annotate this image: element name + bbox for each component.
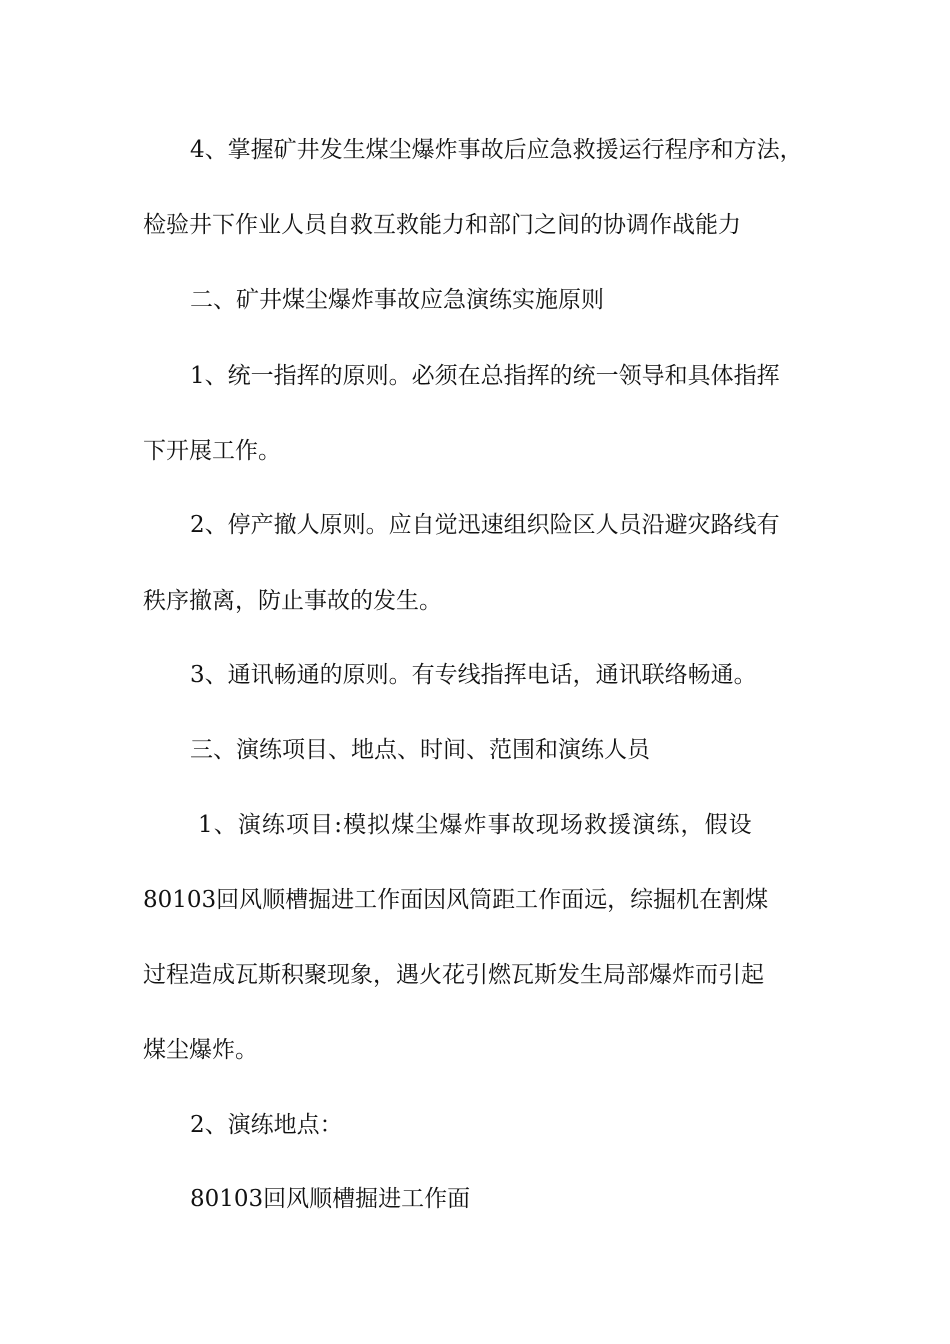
section-heading: 二、矿井煤尘爆炸事故应急演练实施原则 xyxy=(190,287,604,313)
paragraph-line: 1、演练项目:模拟煤尘爆炸事故现场救援演练，假设 xyxy=(198,812,753,838)
paragraph-line: 2、停产撤人原则。应自觉迅速组织险区人员沿避灾路线有 xyxy=(190,512,780,538)
paragraph-line: 2、演练地点： xyxy=(190,1112,343,1138)
paragraph-line: 下开展工作。 xyxy=(143,438,281,464)
paragraph-line: 检验井下作业人员自救互救能力和部门之间的协调作战能力 xyxy=(143,212,741,238)
paragraph-line: 煤尘爆炸。 xyxy=(143,1037,258,1063)
paragraph-line: 4、掌握矿井发生煤尘爆炸事故后应急救援运行程序和方法， xyxy=(190,137,803,163)
paragraph-line: 3、通讯畅通的原则。有专线指挥电话，通讯联络畅通。 xyxy=(190,662,757,688)
paragraph-line: 秩序撤离，防止事故的发生。 xyxy=(143,588,442,614)
paragraph-line: 过程造成瓦斯积聚现象，遇火花引燃瓦斯发生局部爆炸而引起 xyxy=(143,962,764,988)
section-heading: 三、演练项目、地点、时间、范围和演练人员 xyxy=(190,737,650,763)
paragraph-line: 80103回风顺槽掘进工作面 xyxy=(190,1186,471,1212)
paragraph-line: 1、统一指挥的原则。必须在总指挥的统一领导和具体指挥 xyxy=(190,363,780,389)
paragraph-line: 80103回风顺槽掘进工作面因风筒距工作面远，综掘机在割煤 xyxy=(143,887,769,913)
